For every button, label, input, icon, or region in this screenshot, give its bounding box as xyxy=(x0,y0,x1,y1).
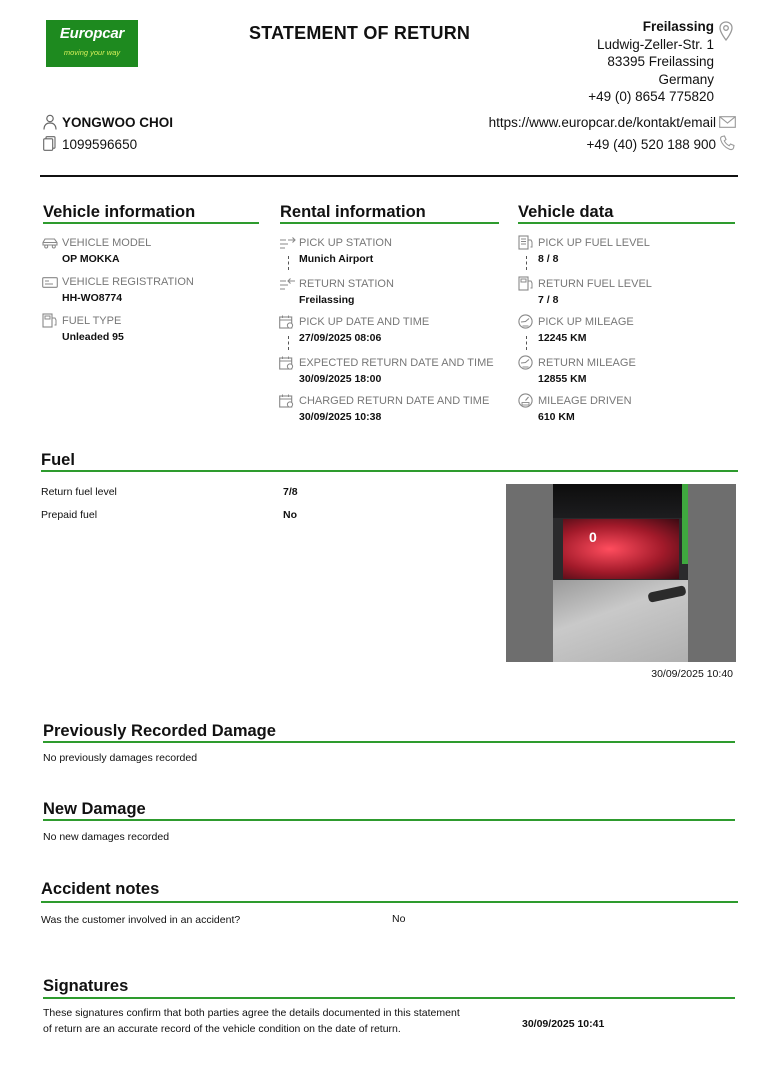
charged-return-label: CHARGED RETURN DATE AND TIME xyxy=(299,395,490,407)
accident-notes-divider xyxy=(41,901,738,903)
new-damage-text: No new damages recorded xyxy=(43,831,170,843)
station-postal: 83395 Freilassing xyxy=(607,54,714,70)
accident-question: Was the customer involved in an accident? xyxy=(41,914,241,926)
calendar-icon xyxy=(279,394,294,408)
fuel-connector xyxy=(526,256,527,270)
email-icon xyxy=(719,116,736,128)
fuel-type-value: Unleaded 95 xyxy=(62,331,124,343)
logo-tagline: moving your way xyxy=(63,48,121,57)
vehicle-model-label: VEHICLE MODEL xyxy=(62,237,152,249)
previous-damage-title: Previously Recorded Damage xyxy=(43,722,276,740)
license-plate-icon xyxy=(42,277,58,288)
station-country: Germany xyxy=(658,71,714,87)
fuel-divider xyxy=(41,470,738,472)
station-phone: +49 (0) 8654 775820 xyxy=(588,89,714,105)
datetime-connector xyxy=(288,336,289,350)
return-fuel-value: 7 / 8 xyxy=(538,294,559,306)
pickup-connector xyxy=(288,256,289,270)
signatures-text-line2: of return are an accurate record of the vehicle condition on the date of return. xyxy=(43,1023,401,1035)
vehicle-data-title: Vehicle data xyxy=(518,203,614,221)
pickup-station-label: PICK UP STATION xyxy=(299,237,392,249)
photo-instrument-screen xyxy=(563,519,679,579)
vehicle-info-title: Vehicle information xyxy=(43,203,196,221)
pickup-datetime-label: PICK UP DATE AND TIME xyxy=(299,316,430,328)
pickup-fuel-value: 8 / 8 xyxy=(538,253,559,265)
vehicle-data-divider xyxy=(518,222,735,224)
return-mileage-label: RETURN MILEAGE xyxy=(538,357,636,369)
prepaid-fuel-value: No xyxy=(283,509,297,521)
page-title: STATEMENT OF RETURN xyxy=(249,23,471,43)
photo-green-edge xyxy=(682,484,688,564)
pickup-fuel-label: PICK UP FUEL LEVEL xyxy=(538,237,650,249)
calendar-icon xyxy=(279,315,294,329)
signatures-text-line1: These signatures confirm that both parties agree the details documented in this statement xyxy=(43,1007,460,1019)
pickup-station-icon xyxy=(279,236,296,250)
fuel-pump-icon xyxy=(518,235,534,250)
header-divider xyxy=(40,175,738,177)
accident-answer: No xyxy=(392,913,406,925)
signatures-title: Signatures xyxy=(43,977,129,995)
return-station-label: RETURN STATION xyxy=(299,278,394,290)
phone-icon xyxy=(719,135,735,151)
new-damage-title: New Damage xyxy=(43,800,146,818)
europcar-logo xyxy=(46,20,138,67)
photo-dashboard-hood xyxy=(553,484,688,518)
location-pin-icon xyxy=(719,21,733,41)
mileage-driven-value: 610 KM xyxy=(538,411,575,423)
signatures-timestamp: 30/09/2025 10:41 xyxy=(522,1018,605,1030)
return-fuel-level-value: 7/8 xyxy=(283,486,298,498)
prepaid-fuel-label: Prepaid fuel xyxy=(41,509,98,521)
logo-brand: Europcar xyxy=(59,25,125,42)
speedometer-icon xyxy=(518,355,533,370)
return-fuel-label: RETURN FUEL LEVEL xyxy=(538,278,652,290)
odometer-icon xyxy=(518,393,533,408)
station-address xyxy=(588,18,714,106)
pickup-mileage-value: 12245 KM xyxy=(538,332,587,344)
contact-phone: +49 (40) 520 188 900 xyxy=(586,137,716,152)
fuel-dashboard-photo xyxy=(553,484,688,662)
new-damage-divider xyxy=(43,819,735,821)
document-icon xyxy=(43,136,56,151)
car-icon xyxy=(42,237,58,249)
fuel-title: Fuel xyxy=(41,451,75,469)
vehicle-model-value: OP MOKKA xyxy=(62,253,120,265)
mileage-connector xyxy=(526,336,527,350)
return-fuel-level-label: Return fuel level xyxy=(41,486,117,498)
previous-damage-divider xyxy=(43,741,735,743)
previous-damage-text: No previously damages recorded xyxy=(43,752,198,764)
contact-url[interactable]: https://www.europcar.de/kontakt/email xyxy=(488,115,716,130)
rental-info-divider xyxy=(280,222,499,224)
accident-notes-title: Accident notes xyxy=(41,880,160,898)
station-street: Ludwig-Zeller-Str. 1 xyxy=(596,36,714,52)
fuel-pump-icon xyxy=(518,276,534,291)
pickup-station-value: Munich Airport xyxy=(299,253,374,265)
fuel-type-label: FUEL TYPE xyxy=(62,315,122,327)
pickup-mileage-label: PICK UP MILEAGE xyxy=(538,316,634,328)
charged-return-value: 30/09/2025 10:38 xyxy=(299,411,382,423)
signatures-divider xyxy=(43,997,735,999)
person-icon xyxy=(43,114,57,130)
expected-return-label: EXPECTED RETURN DATE AND TIME xyxy=(299,357,494,369)
pickup-datetime-value: 27/09/2025 08:06 xyxy=(299,332,382,344)
photo-speed-readout: 0 xyxy=(589,529,597,545)
customer-name: YONGWOO CHOI xyxy=(62,115,173,130)
mileage-driven-label: MILEAGE DRIVEN xyxy=(538,395,632,407)
customer-id: 1099596650 xyxy=(62,137,138,152)
return-mileage-value: 12855 KM xyxy=(538,373,587,385)
vehicle-registration-label: VEHICLE REGISTRATION xyxy=(62,276,194,288)
calendar-icon xyxy=(279,356,294,370)
return-station-icon xyxy=(279,277,296,291)
vehicle-info-divider xyxy=(43,222,259,224)
vehicle-registration-value: HH-WO8774 xyxy=(62,292,123,304)
fuel-pump-icon xyxy=(42,313,58,328)
return-station-value: Freilassing xyxy=(299,294,355,306)
expected-return-value: 30/09/2025 18:00 xyxy=(299,373,382,385)
station-city: Freilassing xyxy=(642,19,714,34)
rental-info-title: Rental information xyxy=(280,203,426,221)
speedometer-icon xyxy=(518,314,533,329)
photo-timestamp: 30/09/2025 10:40 xyxy=(651,668,733,680)
